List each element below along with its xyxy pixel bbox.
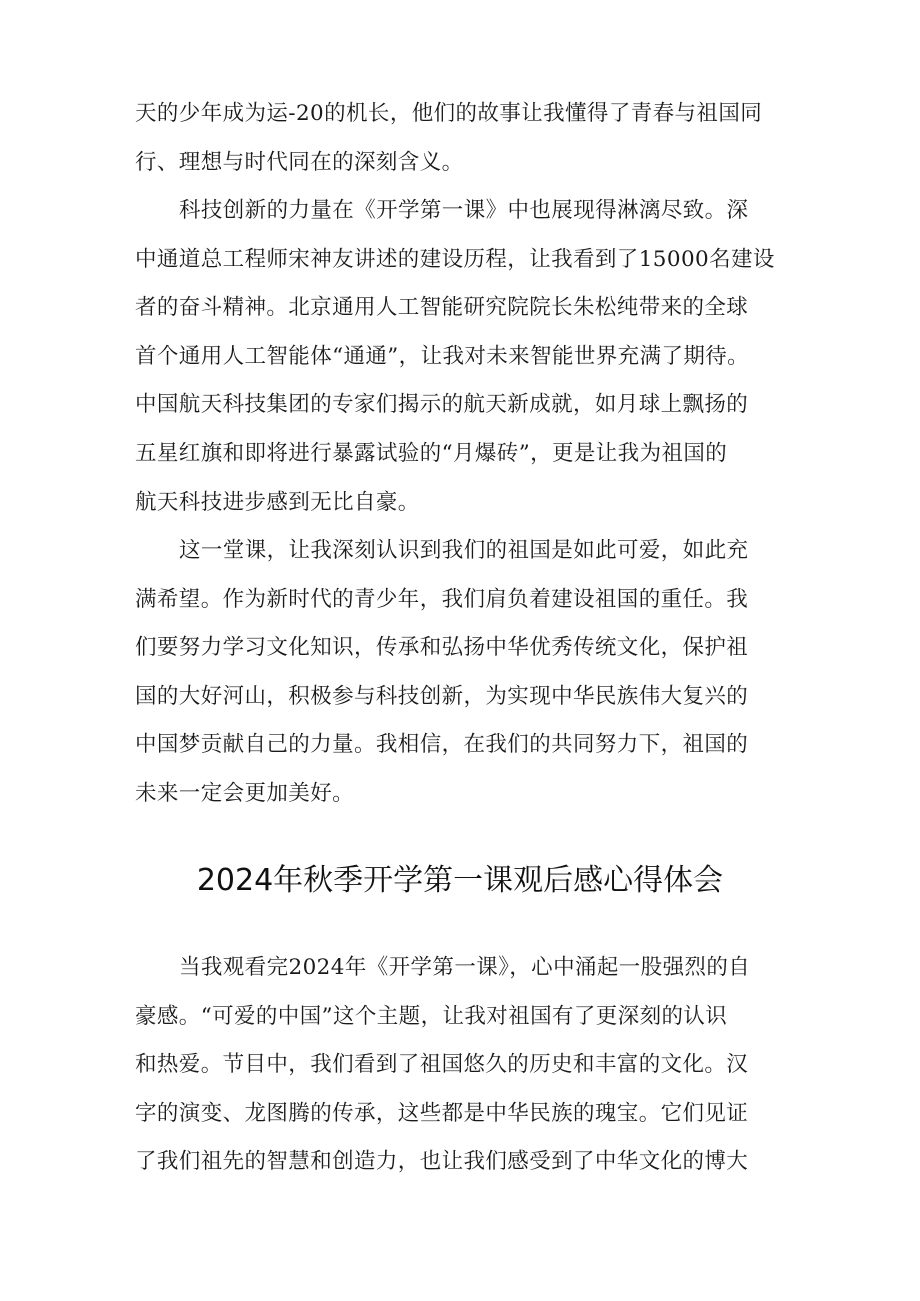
text-line: 未来一定会更加美好。 bbox=[135, 780, 355, 806]
text-line: 这一堂课，让我深刻认识到我们的祖国是如此可爱，如此充 bbox=[179, 538, 749, 563]
text-line: 首个通用人工智能体“通通”，让我对未来智能世界充满了期待。 bbox=[135, 343, 750, 369]
text-line: 中通道总工程师宋神友讲述的建设历程，让我看到了15000名建设 bbox=[135, 246, 775, 272]
text-line: 了我们祖先的智慧和创造力，也让我们感受到了中华文化的博大 bbox=[135, 1149, 749, 1175]
text-line: 行、理想与时代同在的深刻含义。 bbox=[135, 149, 464, 175]
text-line: 和热爱。节目中，我们看到了祖国悠久的历史和丰富的文化。汉 bbox=[135, 1052, 749, 1078]
text-line: 满希望。作为新时代的青少年，我们肩负着建设祖国的重任。我 bbox=[135, 586, 749, 612]
text-line: 国的大好河山，积极参与科技创新，为实现中华民族伟大复兴的 bbox=[135, 683, 749, 709]
text-line: 字的演变、龙图腾的传承，这些都是中华民族的瑰宝。它们见证 bbox=[135, 1100, 749, 1126]
text-line: 豪感。“可爱的中国”这个主题，让我对祖国有了更深刻的认识 bbox=[135, 1003, 728, 1029]
text-line: 科技创新的力量在《开学第一课》中也展现得淋漓尽致。深 bbox=[179, 198, 749, 223]
text-line: 们要努力学习文化知识，传承和弘扬中华优秀传统文化，保护祖 bbox=[135, 635, 749, 661]
text-line: 中国航天科技集团的专家们揭示的航天新成就，如月球上飘扬的 bbox=[135, 392, 749, 418]
paragraph-continuation bbox=[135, 90, 795, 187]
text-line: 天的少年成为运-20的机长，他们的故事让我懂得了青春与祖国同 bbox=[135, 101, 763, 126]
text-line: 五星红旗和即将进行暴露试验的“月爆砖”，更是让我为祖国的 bbox=[135, 440, 728, 466]
text-line: 当我观看完2024年《开学第一课》，心中涌起一股强烈的自 bbox=[179, 955, 751, 980]
paragraph-article-intro bbox=[135, 944, 795, 1187]
text-line: 中国梦贡献自己的力量。我相信，在我们的共同努力下，祖国的 bbox=[135, 732, 749, 758]
paragraph-lesson-reflection bbox=[135, 527, 795, 819]
text-line: 者的奋斗精神。北京通用人工智能研究院院长朱松纯带来的全球 bbox=[135, 295, 749, 321]
paragraph-tech-innovation bbox=[135, 187, 795, 527]
text-line: 航天科技进步感到无比自豪。 bbox=[135, 489, 420, 515]
article-title: 2024年秋季开学第一课观后感心得体会 bbox=[196, 863, 724, 898]
